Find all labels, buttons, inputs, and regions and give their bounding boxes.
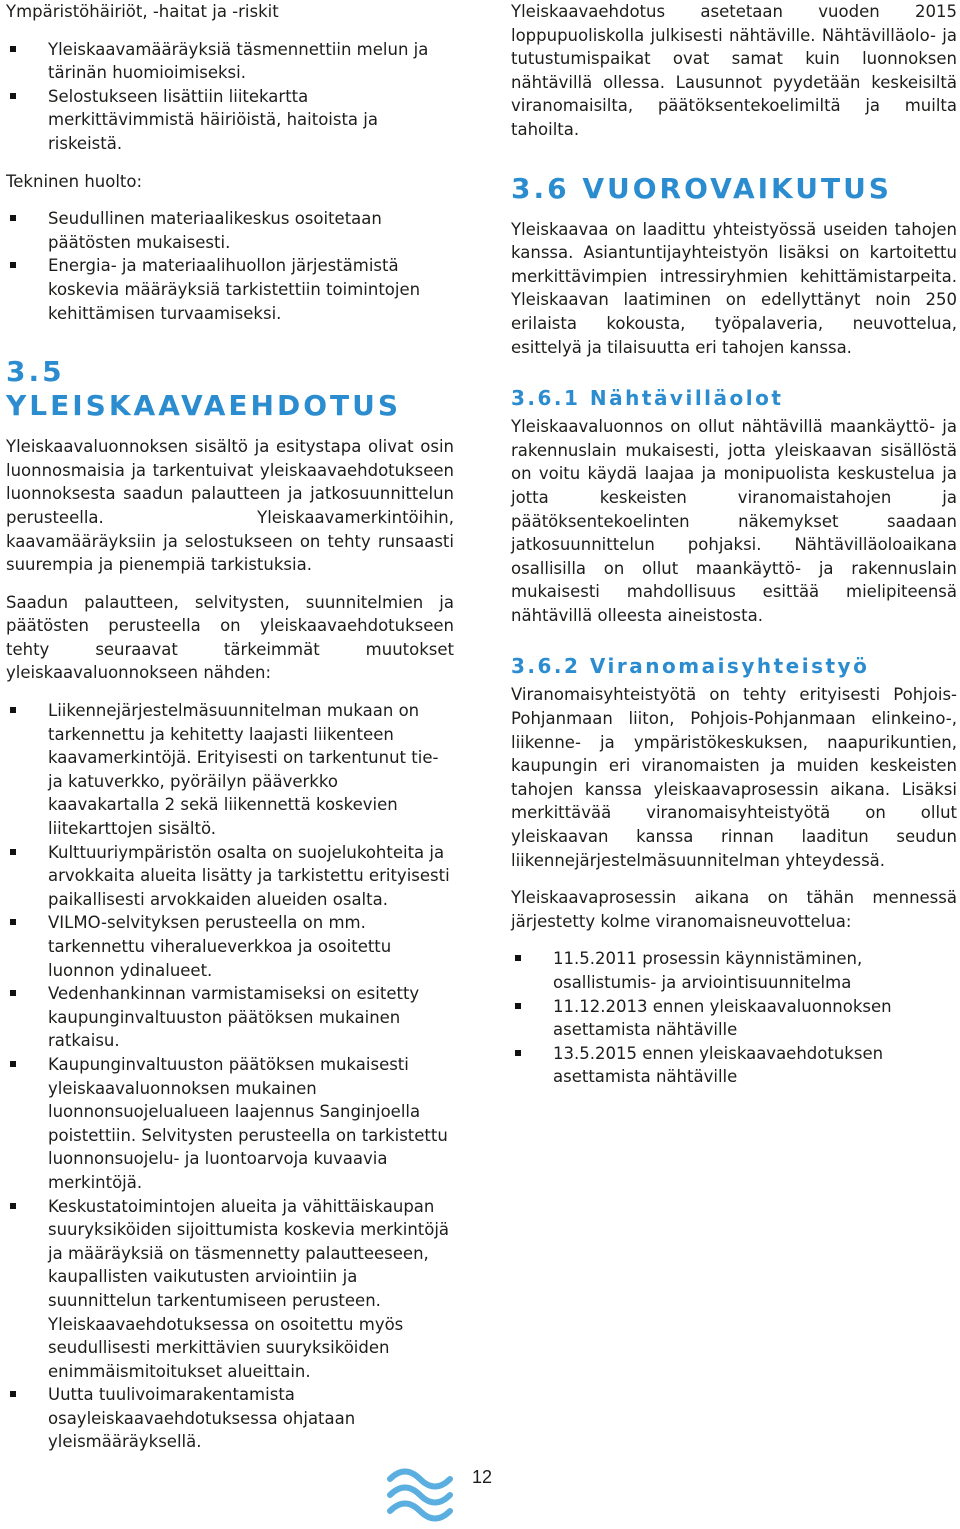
list-item: 11.12.2013 ennen yleiskaavaluonnoksen asettamista nähtäville <box>511 995 957 1042</box>
intro-bullet-list <box>6 38 454 156</box>
meetings-list <box>511 947 957 1089</box>
left-column <box>6 0 454 1468</box>
list-item: Kaupunginvaltuuston päätöksen mukaisesti yleiskaavaluonnoksen mukainen luonnonsuojelualueen laajennus Sanginjoella poistettiin. Selvitysten perusteella on tarkistettu luonnonsuojelu- ja luontoarvoja kuvaavia merkintöjä. <box>6 1053 454 1195</box>
paragraph: Saadun palautteen, selvitysten, suunnitelmien ja päätösten perusteella on yleiskaavaehdotukseen tehty seuraavat tärkeimmät muutokset yleiskaavaluonnokseen nähden: <box>6 592 454 683</box>
paragraph: Yleiskaavaprosessin aikana on tähän mennessä järjestetty kolme viranomaisneuvottelua: <box>511 888 957 931</box>
list-item: VILMO-selvityksen perusteella on mm. tarkennettu viheralueverkkoa ja osoitettu luonnon ydinalueet. <box>6 911 454 982</box>
list-item: 13.5.2015 ennen yleiskaavaehdotuksen asettamista nähtäville <box>511 1042 957 1089</box>
paragraph: Yleiskaavaa on laadittu yhteistyössä useiden tahojen kanssa. Asiantuntijayhteistyön lisäksi on kartoitettu merkittävimpien intressiryhmien kehittämistarpeita. Yleiskaavan laatiminen on edellyttänyt noin 250 erilaista kokousta, työpalaveria, neuvottelua, esittelyä ja tilaisuutta eri tahojen kanssa. <box>511 219 957 357</box>
paragraph: Yleiskaavaluonnoksen sisältö ja esitystapa olivat osin luonnosmaisia ja tarkentuivat yleiskaavaehdotukseen luonnoksesta saadun palautteen ja jatkosuunnittelun perusteella. Yleiskaavamerkintöihin, kaavamääräyksiin ja selostukseen on tehty runsaasti suurempia ja pienempiä tarkistuksia. <box>6 437 454 575</box>
paragraph: Yleiskaavaehdotus asetetaan vuoden 2015 loppupuoliskolla julkisesti nähtäville. Nähtävilläolo- ja tutustumispaikat ovat samat kuin luonnoksen nähtävillä ollessa. Lausunnot pyydetään keskeisiltä viranomaisilta, päätöksentekoelimiltä ja muilta tahoilta. <box>511 2 957 139</box>
list-item: Liikennejärjestelmäsuunnitelman mukaan on tarkennettu ja kehitetty laajasti liikenteen kaavamerkintöjä. Erityisesti on tarkentunut tie- ja katuverkko, pyöräilyn pääverkko kaavakartalla 2 sekä liikennettä koskevien liitekarttojen sisältö. <box>6 699 454 841</box>
subsection-heading-3-6-1: 3.6.1 Nähtävilläolot <box>511 386 784 411</box>
subsection-heading-3-6-2: 3.6.2 Viranomaisyhteistyö <box>511 654 870 679</box>
paragraph: Yleiskaavaluonnos on ollut nähtävillä maankäyttö- ja rakennuslain mukaisesti, jotta yleiskaavan sisällöstä on voitu käydä laajaa ja monipuolista keskustelua ja jotta keskeisten viranomaistahojen ja päätöksentekoelinten näkemykset saadaan jatkosuunnittelun pohjaksi. Nähtävilläoloaikana osallisilla on ollut maankäyttö- ja rakennuslain mukaisesti mahdollisuus esittää mielipiteensä nähtävillä olleesta aineistosta. <box>511 417 957 625</box>
list-item: Yleiskaavamääräyksiä täsmennettiin melun ja tärinän huomioimiseksi. <box>6 38 454 85</box>
section-heading-3-6: 3.6 VUOROVAIKUTUS <box>511 171 892 205</box>
list-item: Seudullinen materiaalikeskus osoitetaan päätösten mukaisesti. <box>6 207 454 254</box>
right-column <box>511 0 957 1103</box>
list-item: Kulttuuriympäristön osalta on suojelukohteita ja arvokkaita alueita lisätty ja tarkistettu erityisesti paikallisesti arvokkaiden alueiden osalta. <box>6 841 454 912</box>
list-item: 11.5.2011 prosessin käynnistäminen, osallistumis- ja arviointisuunnitelma <box>511 947 957 994</box>
tech-bullet-list <box>6 207 454 325</box>
waves-logo-icon <box>386 1465 454 1523</box>
list-item: Selostukseen lisättiin liitekartta merkittävimmistä häiriöistä, haitoista ja riskeistä. <box>6 85 454 156</box>
list-item: Keskustatoimintojen alueita ja vähittäiskaupan suuryksiköiden sijoittumista koskevia merkintöjä ja määräyksiä on täsmennetty palautteeseen, kaupallisten vaikutusten arviointiin ja suunnittelun tarkentumiseen perusteen. Yleiskaavaehdotuksessa on osoitettu myös seudullisesti merkittävien suuryksiköiden enimmäismitoitukset alueittain. <box>6 1195 454 1384</box>
list-item: Vedenhankinnan varmistamiseksi on esitetty kaupunginvaltuuston päätöksen mukainen ratkaisu. <box>6 982 454 1053</box>
changes-list <box>6 699 454 1454</box>
intro-heading: Ympäristöhäiriöt, -haitat ja -riskit <box>6 2 279 21</box>
list-item: Uutta tuulivoimarakentamista osayleiskaavaehdotuksessa ohjataan yleismääräyksellä. <box>6 1383 454 1454</box>
section-heading-3-5: 3.5 YLEISKAAVAEHDOTUS <box>6 355 402 423</box>
page-number: 12 <box>472 1467 493 1487</box>
list-item: Energia- ja materiaalihuollon järjestämistä koskevia määräyksiä tarkistettiin toimintojen kehittämisen turvaamiseksi. <box>6 254 454 325</box>
paragraph: Viranomaisyhteistyötä on tehty erityisesti Pohjois-Pohjanmaan liiton, Pohjois-Pohjanmaan elinkeino-, liikenne- ja ympäristökeskuksen, naapurikuntien, kaupungin eri viranomaisten ja muiden keskeisten tahojen kanssa yleiskaavaprosessin aikana. Lisäksi merkittävää viranomaisyhteistyötä on ollut yleiskaavan kanssa rinnan laaditun seudun liikennejärjestelmäsuunnitelman yhteydessä. <box>511 685 957 870</box>
tech-heading: Tekninen huolto: <box>6 171 143 191</box>
